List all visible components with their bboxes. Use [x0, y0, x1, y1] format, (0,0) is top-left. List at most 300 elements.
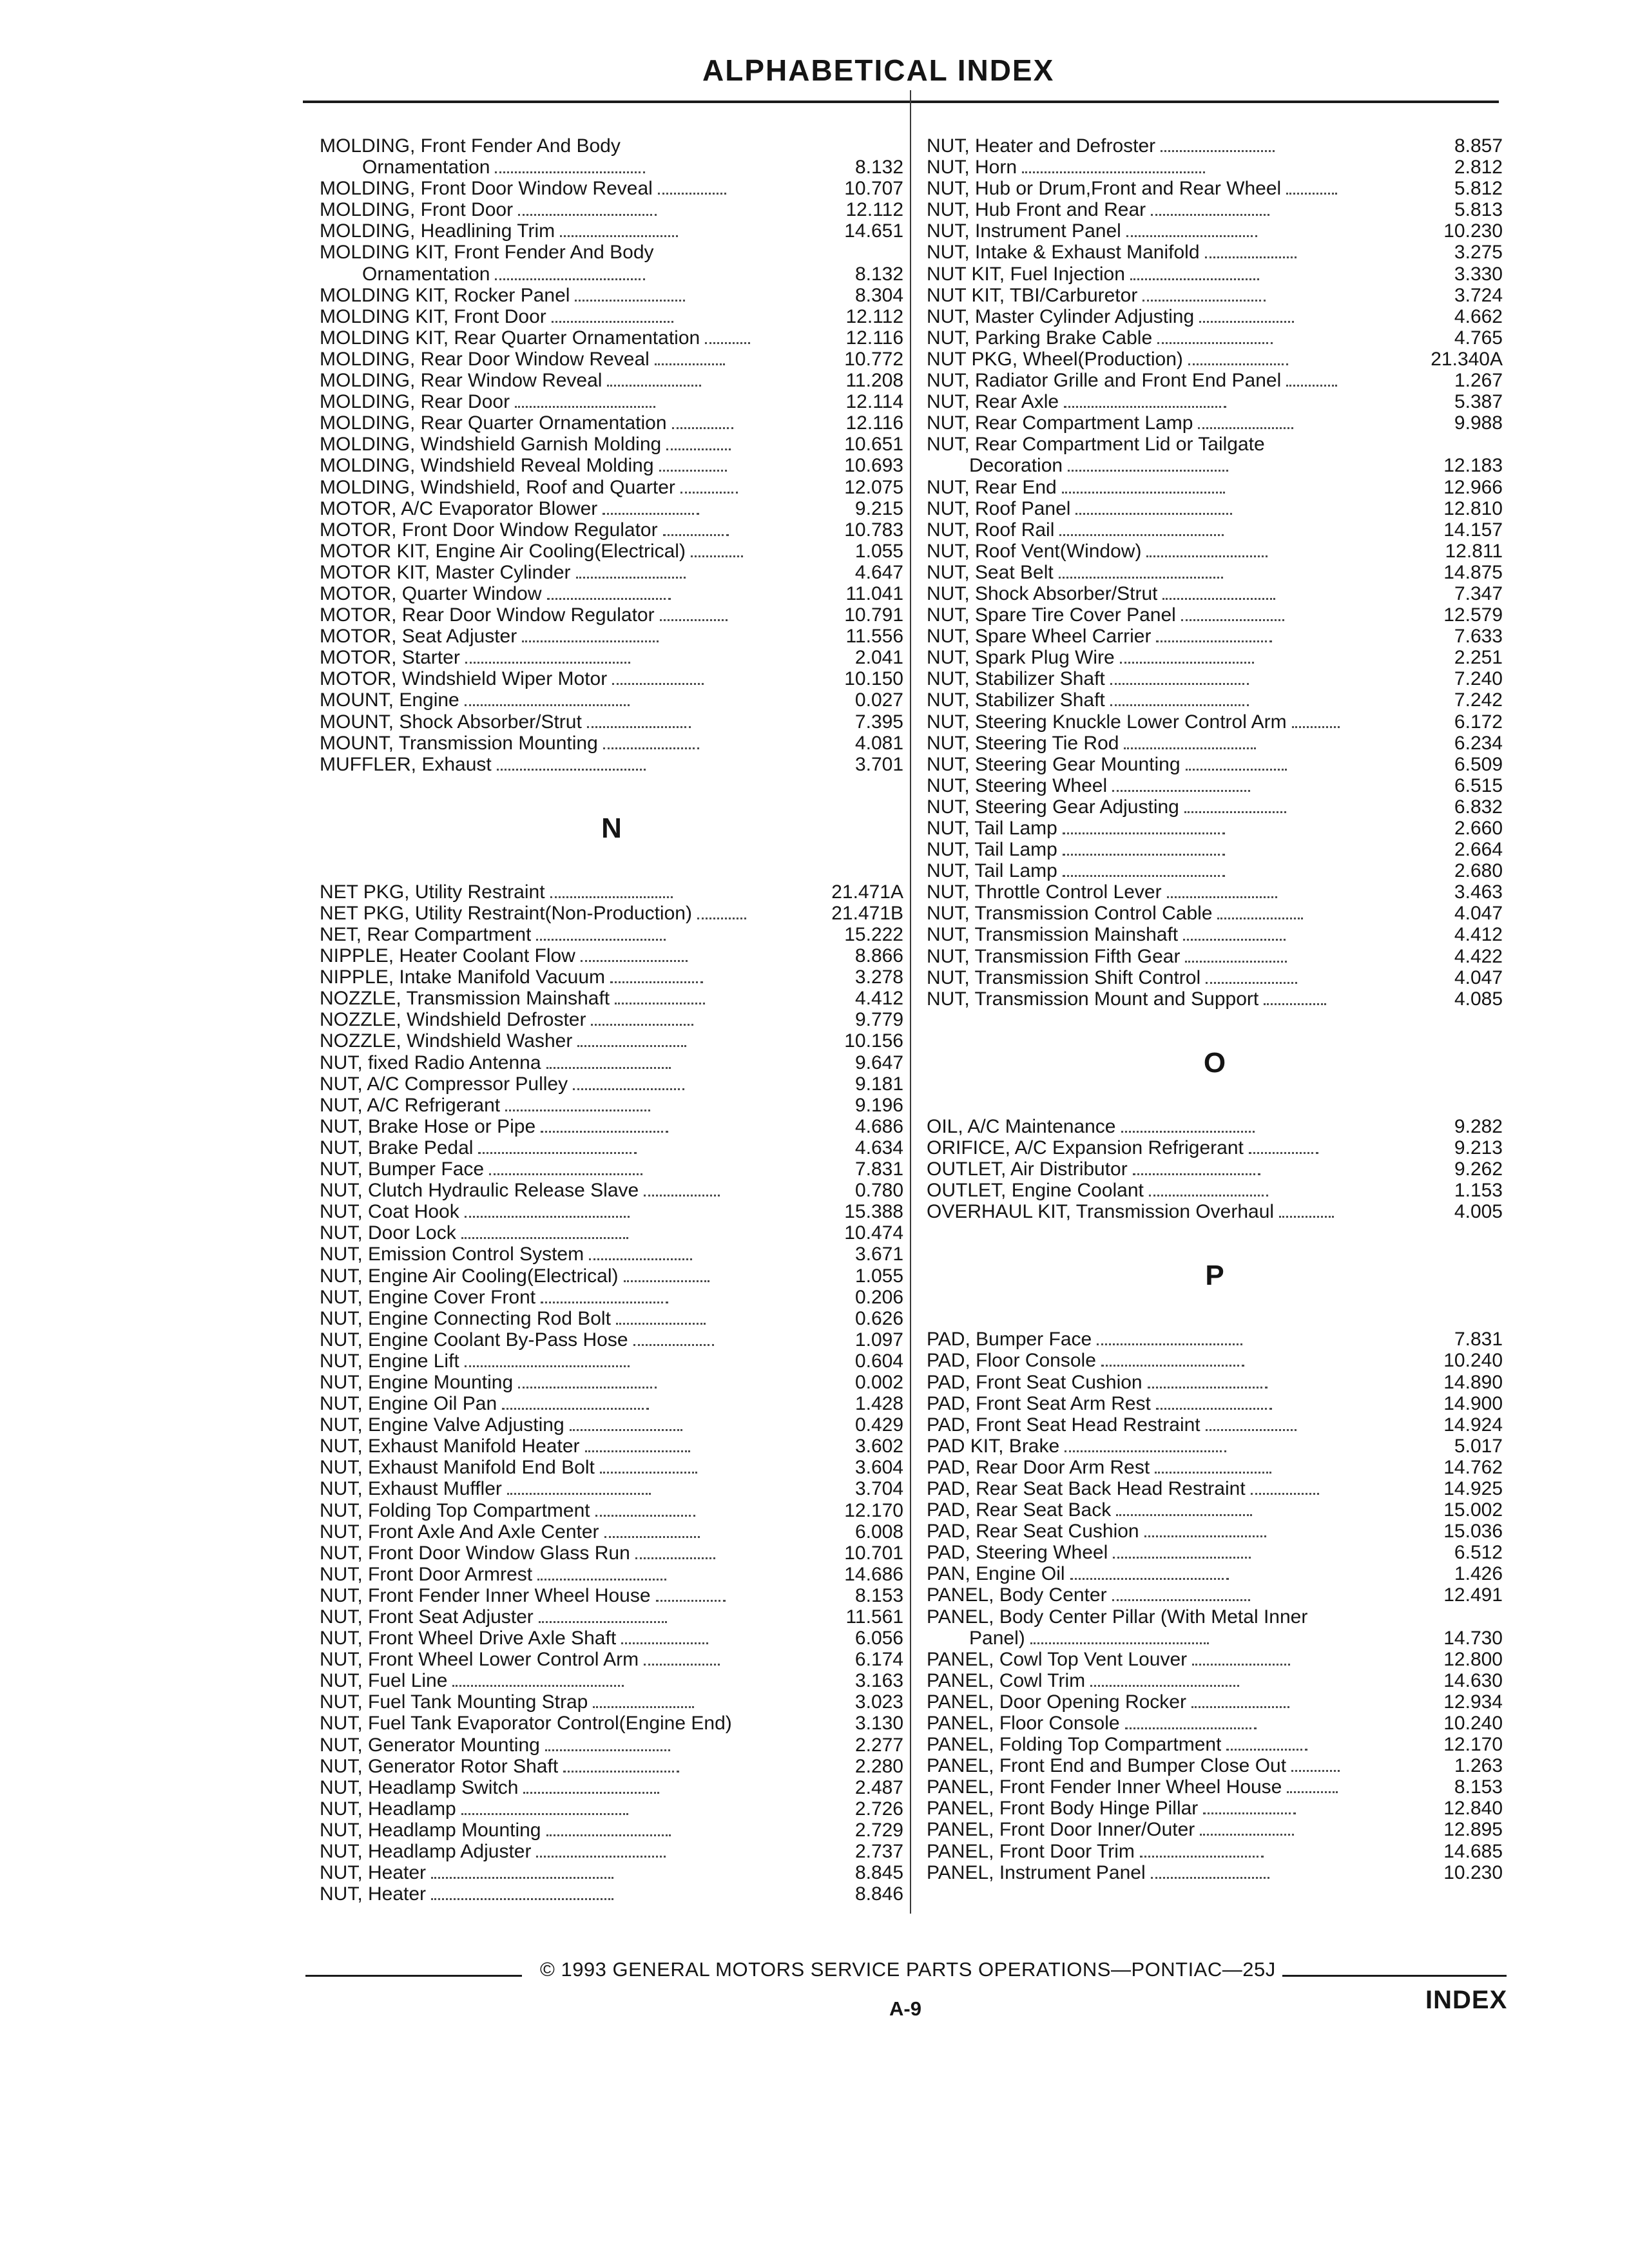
entry-page-ref: 14.686 — [844, 1563, 903, 1585]
leader-dots — [570, 1416, 682, 1431]
index-entry — [927, 1862, 1503, 1883]
index-entry — [320, 1606, 903, 1628]
entry-page-ref: 10.791 — [844, 604, 904, 626]
entry-name: NUT, Brake Hose or Pipe — [320, 1115, 536, 1137]
leader-dots — [1192, 1651, 1290, 1666]
index-entry — [320, 1393, 903, 1414]
leader-dots — [452, 1672, 624, 1687]
index-entry — [320, 1735, 903, 1756]
index-entry — [927, 818, 1503, 839]
leader-dots — [655, 351, 725, 365]
entry-name: MOLDING, Front Fender And Body — [320, 135, 621, 157]
entry-page-ref: 12.112 — [845, 199, 903, 221]
entry-page-ref: 4.081 — [854, 732, 904, 754]
leader-dots — [1142, 287, 1265, 302]
index-entry — [927, 1372, 1503, 1393]
entry-name: NUT, Engine Lift — [320, 1350, 459, 1372]
index-entry — [927, 1628, 1503, 1649]
entry-name: MOLDING, Windshield, Roof and Quarter — [320, 476, 675, 498]
entry-page-ref: 10.240 — [1443, 1350, 1503, 1372]
leader-dots — [644, 1651, 719, 1666]
index-entry — [320, 285, 903, 306]
entry-name: Decoration — [969, 455, 1063, 477]
entry-name: Ornamentation — [362, 157, 490, 178]
leader-dots — [593, 1693, 694, 1708]
leader-dots — [1075, 500, 1231, 515]
entry-name: ORIFICE, A/C Expansion Refrigerant — [927, 1137, 1244, 1158]
entry-page-ref: 9.262 — [1454, 1158, 1503, 1180]
index-entry — [927, 434, 1503, 455]
entry-page-ref: 12.800 — [1443, 1648, 1503, 1670]
entry-name: NUT, Exhaust Manifold End Bolt — [320, 1457, 595, 1479]
entry-page-ref: 12.966 — [1443, 476, 1503, 498]
index-entry — [927, 796, 1503, 818]
entry-name: NUT KIT, TBI/Carburetor — [927, 284, 1138, 306]
entry-page-ref: 1.055 — [854, 540, 903, 562]
index-column-right — [927, 135, 1503, 1883]
leader-dots — [465, 649, 630, 664]
index-entry — [320, 1030, 903, 1052]
leader-dots — [607, 372, 701, 387]
index-entry — [927, 1180, 1503, 1201]
index-entry — [320, 455, 903, 476]
leader-dots — [502, 1395, 648, 1410]
entry-page-ref: 14.875 — [1443, 561, 1503, 583]
leader-dots — [644, 1182, 719, 1196]
entry-name: NUT, Hub or Drum,Front and Rear Wheel — [927, 178, 1282, 200]
leader-dots — [537, 1566, 666, 1581]
index-entry — [927, 157, 1503, 178]
index-entry — [320, 157, 903, 178]
leader-dots — [666, 436, 731, 450]
index-entry — [927, 327, 1503, 349]
entry-page-ref: 10.474 — [844, 1222, 904, 1244]
index-entry — [927, 711, 1503, 733]
entry-page-ref: 12.491 — [1443, 1584, 1503, 1606]
leader-dots — [1217, 905, 1302, 919]
index-entry — [927, 519, 1503, 541]
entry-name: MOLDING, Windshield Reveal Molding — [320, 455, 654, 477]
entry-page-ref: 0.780 — [854, 1180, 904, 1202]
leader-dots — [507, 1480, 651, 1495]
index-entry — [927, 1436, 1503, 1457]
leader-dots — [633, 1331, 715, 1346]
index-entry — [927, 626, 1503, 647]
index-entry — [927, 1606, 1503, 1628]
entry-page-ref: 2.812 — [1454, 157, 1503, 178]
section-letter-heading: O — [1203, 1046, 1226, 1079]
entry-name: NUT, Headlamp — [320, 1798, 456, 1820]
index-entry — [320, 1691, 903, 1713]
leader-dots — [523, 1779, 659, 1794]
leader-dots — [1286, 180, 1337, 195]
leader-dots — [616, 1310, 706, 1325]
index-entry — [927, 1819, 1503, 1840]
leader-dots — [1121, 1118, 1255, 1133]
index-entry — [320, 1585, 903, 1606]
footer-rule-left — [305, 1975, 522, 1977]
entry-name: PAD, Rear Seat Back Head Restraint — [927, 1477, 1246, 1499]
leader-dots — [1090, 1672, 1239, 1687]
index-entry — [927, 647, 1503, 668]
leader-dots — [1292, 713, 1340, 728]
leader-dots — [1126, 222, 1257, 237]
index-entry — [927, 881, 1503, 903]
entry-name: PANEL, Cowl Trim — [927, 1669, 1086, 1691]
leader-dots — [1112, 1586, 1250, 1601]
entry-page-ref: 7.831 — [1454, 1329, 1503, 1350]
entry-name: NUT, Roof Panel — [927, 497, 1071, 519]
entry-page-ref: 9.779 — [854, 1009, 904, 1031]
entry-page-ref: 10.707 — [844, 178, 903, 200]
leader-dots — [1101, 1352, 1245, 1367]
leader-dots — [635, 1544, 715, 1559]
index-entry — [927, 391, 1503, 412]
entry-page-ref: 3.463 — [1454, 881, 1503, 903]
index-entry — [320, 1244, 903, 1265]
entry-name: NUT, Shock Absorber/Strut — [927, 582, 1158, 604]
leader-dots — [546, 1054, 671, 1069]
entry-name: NUT, Instrument Panel — [927, 220, 1121, 242]
entry-name: NOZZLE, Windshield Washer — [320, 1030, 573, 1052]
leader-dots — [1199, 308, 1293, 323]
leader-dots — [624, 1267, 709, 1282]
leader-dots — [1149, 1182, 1269, 1196]
leader-dots — [581, 947, 688, 962]
entry-name: NET, Rear Compartment — [320, 924, 532, 945]
leader-dots — [656, 1587, 726, 1602]
entry-page-ref: 3.023 — [854, 1691, 903, 1713]
entry-name: NUT, Fuel Tank Evaporator Control(Engine End) — [320, 1713, 732, 1735]
index-entry — [320, 1628, 903, 1649]
leader-dots — [621, 1629, 708, 1644]
leader-dots — [1198, 414, 1293, 429]
entry-name: NUT PKG, Wheel(Production) — [927, 348, 1183, 370]
entry-page-ref: 14.730 — [1443, 1627, 1503, 1649]
entry-name: MOLDING, Rear Window Reveal — [320, 370, 602, 392]
entry-page-ref: 12.579 — [1443, 604, 1503, 626]
leader-dots — [1124, 735, 1256, 749]
leader-dots — [547, 585, 671, 600]
index-entry — [320, 988, 903, 1009]
entry-name: PANEL, Instrument Panel — [927, 1861, 1146, 1883]
index-entry — [320, 1414, 903, 1436]
entry-page-ref: 14.630 — [1443, 1669, 1503, 1691]
leader-dots — [461, 1224, 628, 1239]
entry-page-ref: 7.242 — [1454, 689, 1503, 711]
index-entry — [927, 264, 1503, 285]
leader-dots — [560, 222, 677, 237]
entry-name: PAD, Rear Seat Back — [927, 1499, 1112, 1521]
page-number: A-9 — [889, 1997, 921, 2020]
index-entry — [320, 966, 903, 988]
leader-dots — [536, 1843, 666, 1858]
leader-dots — [1063, 841, 1226, 856]
entry-page-ref: 14.925 — [1443, 1477, 1503, 1499]
entry-name: NUT, Engine Mounting — [320, 1371, 514, 1393]
leader-dots — [603, 735, 699, 749]
index-entry — [927, 1691, 1503, 1713]
entry-name: PAD, Front Seat Head Restraint — [927, 1414, 1200, 1436]
entry-page-ref: 12.112 — [845, 305, 903, 327]
entry-name: MOLDING, Headlining Trim — [320, 220, 555, 242]
entry-name: NUT, Tail Lamp — [927, 860, 1057, 882]
leader-dots — [1264, 990, 1325, 1005]
entry-page-ref: 2.726 — [854, 1798, 903, 1820]
entry-page-ref: 3.275 — [1454, 242, 1503, 264]
index-entry — [320, 924, 903, 945]
entry-page-ref: 8.132 — [854, 263, 904, 285]
leader-dots — [1249, 1139, 1318, 1154]
entry-page-ref: 1.055 — [854, 1265, 904, 1287]
leader-dots — [1162, 585, 1275, 600]
index-entry — [927, 349, 1503, 370]
entry-page-ref: 0.429 — [854, 1414, 904, 1436]
entry-page-ref: 3.602 — [854, 1436, 904, 1457]
entry-page-ref: 11.208 — [845, 370, 903, 392]
entry-name: MOLDING, Rear Quarter Ornamentation — [320, 412, 667, 434]
entry-page-ref: 14.651 — [844, 220, 904, 242]
index-entry — [320, 668, 903, 689]
entry-page-ref: 0.626 — [854, 1307, 904, 1329]
entry-page-ref: 8.132 — [854, 157, 904, 178]
entry-page-ref: 6.008 — [854, 1521, 904, 1542]
index-entry — [927, 1776, 1503, 1798]
entry-page-ref: 4.686 — [854, 1115, 904, 1137]
entry-name: NUT, Exhaust Muffler — [320, 1478, 502, 1500]
entry-name: MOTOR, Quarter Window — [320, 582, 542, 604]
entry-name: NUT KIT, Fuel Injection — [927, 263, 1125, 285]
index-entry — [320, 135, 903, 157]
entry-page-ref: 3.704 — [854, 1478, 904, 1500]
entry-name: NOZZLE, Windshield Defroster — [320, 1009, 586, 1031]
leader-dots — [1097, 1331, 1242, 1345]
index-entry — [927, 946, 1503, 967]
entry-name: NUT, Headlamp Adjuster — [320, 1841, 532, 1863]
entry-name: NUT, Generator Mounting — [320, 1734, 540, 1756]
leader-dots — [1120, 649, 1254, 664]
entry-name: NUT, Front Axle And Axle Center — [320, 1521, 599, 1542]
index-entry — [320, 1542, 903, 1564]
section-label: INDEX — [1425, 1986, 1508, 2014]
index-entry — [320, 1457, 903, 1478]
index-entry — [320, 1073, 903, 1095]
entry-name: MOLDING, Front Door — [320, 199, 514, 221]
entry-name: NIPPLE, Intake Manifold Vacuum — [320, 966, 605, 988]
index-entry — [320, 1436, 903, 1457]
index-entry — [927, 903, 1503, 924]
index-entry — [320, 178, 903, 199]
entry-name: NUT, Steering Wheel — [927, 774, 1108, 796]
index-entry — [927, 1457, 1503, 1478]
entry-page-ref: 8.845 — [854, 1862, 904, 1884]
index-entry — [320, 199, 903, 220]
entry-page-ref: 4.634 — [854, 1137, 903, 1158]
entry-page-ref: 6.234 — [1454, 732, 1503, 754]
entry-page-ref: 12.114 — [845, 391, 904, 413]
entry-name: NUT, Spare Wheel Carrier — [927, 626, 1152, 648]
entry-name: MOUNT, Shock Absorber/Strut — [320, 711, 582, 733]
entry-page-ref: 21.340A — [1431, 348, 1503, 370]
entry-name: NUT, Steering Knuckle Lower Control Arm — [927, 711, 1287, 733]
entry-page-ref: 7.831 — [854, 1158, 904, 1180]
entry-page-ref: 8.153 — [1454, 1776, 1503, 1798]
entry-name: NUT, Rear Axle — [927, 391, 1059, 413]
entry-name: MOLDING KIT, Rear Quarter Ornamentation — [320, 327, 700, 349]
entry-page-ref: 2.251 — [1454, 647, 1503, 669]
leader-dots — [465, 1203, 630, 1218]
entry-name: MOTOR, Windshield Wiper Motor — [320, 668, 608, 690]
entry-name: NUT, Bumper Face — [320, 1158, 485, 1180]
leader-dots — [1206, 969, 1296, 984]
index-entry — [320, 647, 903, 668]
entry-name: NUT, Steering Gear Adjusting — [927, 796, 1179, 818]
leader-dots — [573, 1075, 684, 1090]
leader-dots — [536, 926, 666, 941]
leader-dots — [1188, 351, 1288, 365]
index-entry — [927, 754, 1503, 775]
leader-dots — [1125, 1715, 1257, 1729]
index-entry — [320, 1713, 903, 1734]
entry-page-ref: 12.934 — [1443, 1691, 1503, 1713]
index-entry — [927, 285, 1503, 306]
index-entry — [927, 220, 1503, 242]
entry-name: PAN, Engine Oil — [927, 1563, 1065, 1585]
entry-page-ref: 6.174 — [854, 1649, 903, 1671]
entry-page-ref: 8.304 — [854, 284, 904, 306]
leader-dots — [589, 1245, 692, 1260]
index-entry — [320, 1649, 903, 1670]
index-entry — [320, 1201, 903, 1222]
entry-page-ref: 0.604 — [854, 1350, 903, 1372]
index-entry — [927, 1158, 1503, 1180]
section-letter-heading: P — [1205, 1260, 1224, 1292]
entry-page-ref: 4.662 — [1454, 305, 1503, 327]
entry-name: NUT, Steering Gear Mounting — [927, 753, 1181, 775]
entry-page-ref: 12.811 — [1445, 540, 1503, 562]
leader-dots — [1157, 329, 1273, 344]
entry-name: NUT, Master Cylinder Adjusting — [927, 305, 1195, 327]
entry-page-ref: 8.857 — [1454, 135, 1503, 157]
leader-dots — [518, 201, 657, 216]
entry-name: MOLDING, Rear Door — [320, 391, 510, 413]
index-entry — [320, 1329, 903, 1350]
index-entry — [320, 1670, 903, 1691]
entry-name: NUT, Spark Plug Wire — [927, 647, 1115, 669]
entry-page-ref: 12.810 — [1443, 497, 1503, 519]
entry-name: OUTLET, Engine Coolant — [927, 1180, 1144, 1202]
leader-dots — [465, 1352, 630, 1367]
leader-dots — [576, 564, 686, 579]
leader-dots — [1144, 1523, 1266, 1537]
entry-page-ref: 2.041 — [854, 647, 903, 669]
leader-dots — [1110, 691, 1249, 706]
leader-dots — [1251, 1480, 1320, 1495]
leader-dots — [1068, 457, 1228, 472]
index-entry — [320, 412, 903, 434]
entry-page-ref: 0.206 — [854, 1286, 904, 1308]
index-entry — [927, 988, 1503, 1010]
leader-dots — [1155, 1459, 1271, 1474]
entry-page-ref: 21.471A — [831, 881, 903, 903]
entry-page-ref: 12.183 — [1443, 455, 1503, 477]
index-entry — [927, 1478, 1503, 1499]
index-entry — [320, 519, 903, 541]
leader-dots — [1062, 479, 1225, 494]
entry-page-ref: 2.487 — [854, 1776, 903, 1798]
index-entry — [320, 1116, 903, 1137]
leader-dots — [680, 479, 738, 494]
leader-dots — [610, 968, 703, 983]
entry-page-ref: 1.428 — [854, 1393, 904, 1415]
entry-page-ref: 3.671 — [854, 1244, 904, 1265]
entry-name: MOTOR KIT, Engine Air Cooling(Electrical) — [320, 540, 686, 562]
index-entry — [320, 1009, 903, 1030]
entry-page-ref: 4.765 — [1454, 327, 1503, 349]
entry-name: NUT, Exhaust Manifold Heater — [320, 1436, 580, 1457]
index-entry — [927, 1414, 1503, 1436]
entry-page-ref: 4.422 — [1454, 945, 1503, 967]
entry-page-ref: 5.017 — [1454, 1435, 1503, 1457]
entry-name: NUT, Front Seat Adjuster — [320, 1606, 534, 1628]
entry-page-ref: 2.277 — [854, 1734, 904, 1756]
index-column-left — [320, 135, 903, 1905]
leader-dots — [541, 1118, 668, 1133]
leader-dots — [1133, 1160, 1260, 1175]
entry-name: MOLDING, Windshield Garnish Molding — [320, 434, 662, 456]
index-entry — [320, 1820, 903, 1841]
entry-name: NUT, Engine Connecting Rod Bolt — [320, 1307, 611, 1329]
entry-name: OUTLET, Air Distributor — [927, 1158, 1128, 1180]
index-entry — [320, 1500, 903, 1521]
entry-page-ref: 3.604 — [854, 1457, 903, 1479]
entry-page-ref: 12.116 — [845, 412, 903, 434]
entry-page-ref: 12.075 — [844, 476, 904, 498]
index-entry — [320, 689, 903, 711]
entry-name: NUT, A/C Refrigerant — [320, 1094, 501, 1116]
leader-dots — [602, 500, 699, 515]
leader-dots — [1151, 201, 1269, 216]
entry-page-ref: 7.633 — [1454, 626, 1503, 648]
leader-dots — [1156, 628, 1272, 642]
entry-page-ref: 4.047 — [1454, 966, 1503, 988]
index-entry — [927, 733, 1503, 754]
entry-name: NUT, Engine Air Cooling(Electrical) — [320, 1265, 619, 1287]
header-rule — [303, 101, 1499, 103]
entry-name: NUT, Front Fender Inner Wheel House — [320, 1584, 651, 1606]
entry-page-ref: 8.866 — [854, 945, 903, 967]
entry-page-ref: 6.509 — [1454, 753, 1503, 775]
leader-dots — [431, 1885, 613, 1900]
leader-dots — [575, 287, 685, 302]
leader-dots — [612, 670, 704, 685]
entry-name: NUT, Transmission Mount and Support — [927, 988, 1259, 1010]
leader-dots — [697, 905, 746, 919]
entry-page-ref: 9.196 — [854, 1094, 903, 1116]
leader-dots — [1059, 564, 1224, 579]
entry-name: MOTOR, Seat Adjuster — [320, 626, 517, 648]
entry-name: NUT, Stabilizer Shaft — [927, 668, 1105, 690]
entry-page-ref: 2.660 — [1454, 818, 1503, 839]
index-entry — [320, 1372, 903, 1393]
leader-dots — [563, 1758, 679, 1773]
leader-dots — [1156, 1395, 1272, 1410]
index-entry — [927, 668, 1503, 689]
leader-dots — [600, 1459, 698, 1474]
leader-dots — [1070, 1565, 1229, 1580]
entry-name: PANEL, Body Center Pillar (With Metal Inner — [927, 1606, 1308, 1628]
index-entry — [927, 1350, 1503, 1371]
